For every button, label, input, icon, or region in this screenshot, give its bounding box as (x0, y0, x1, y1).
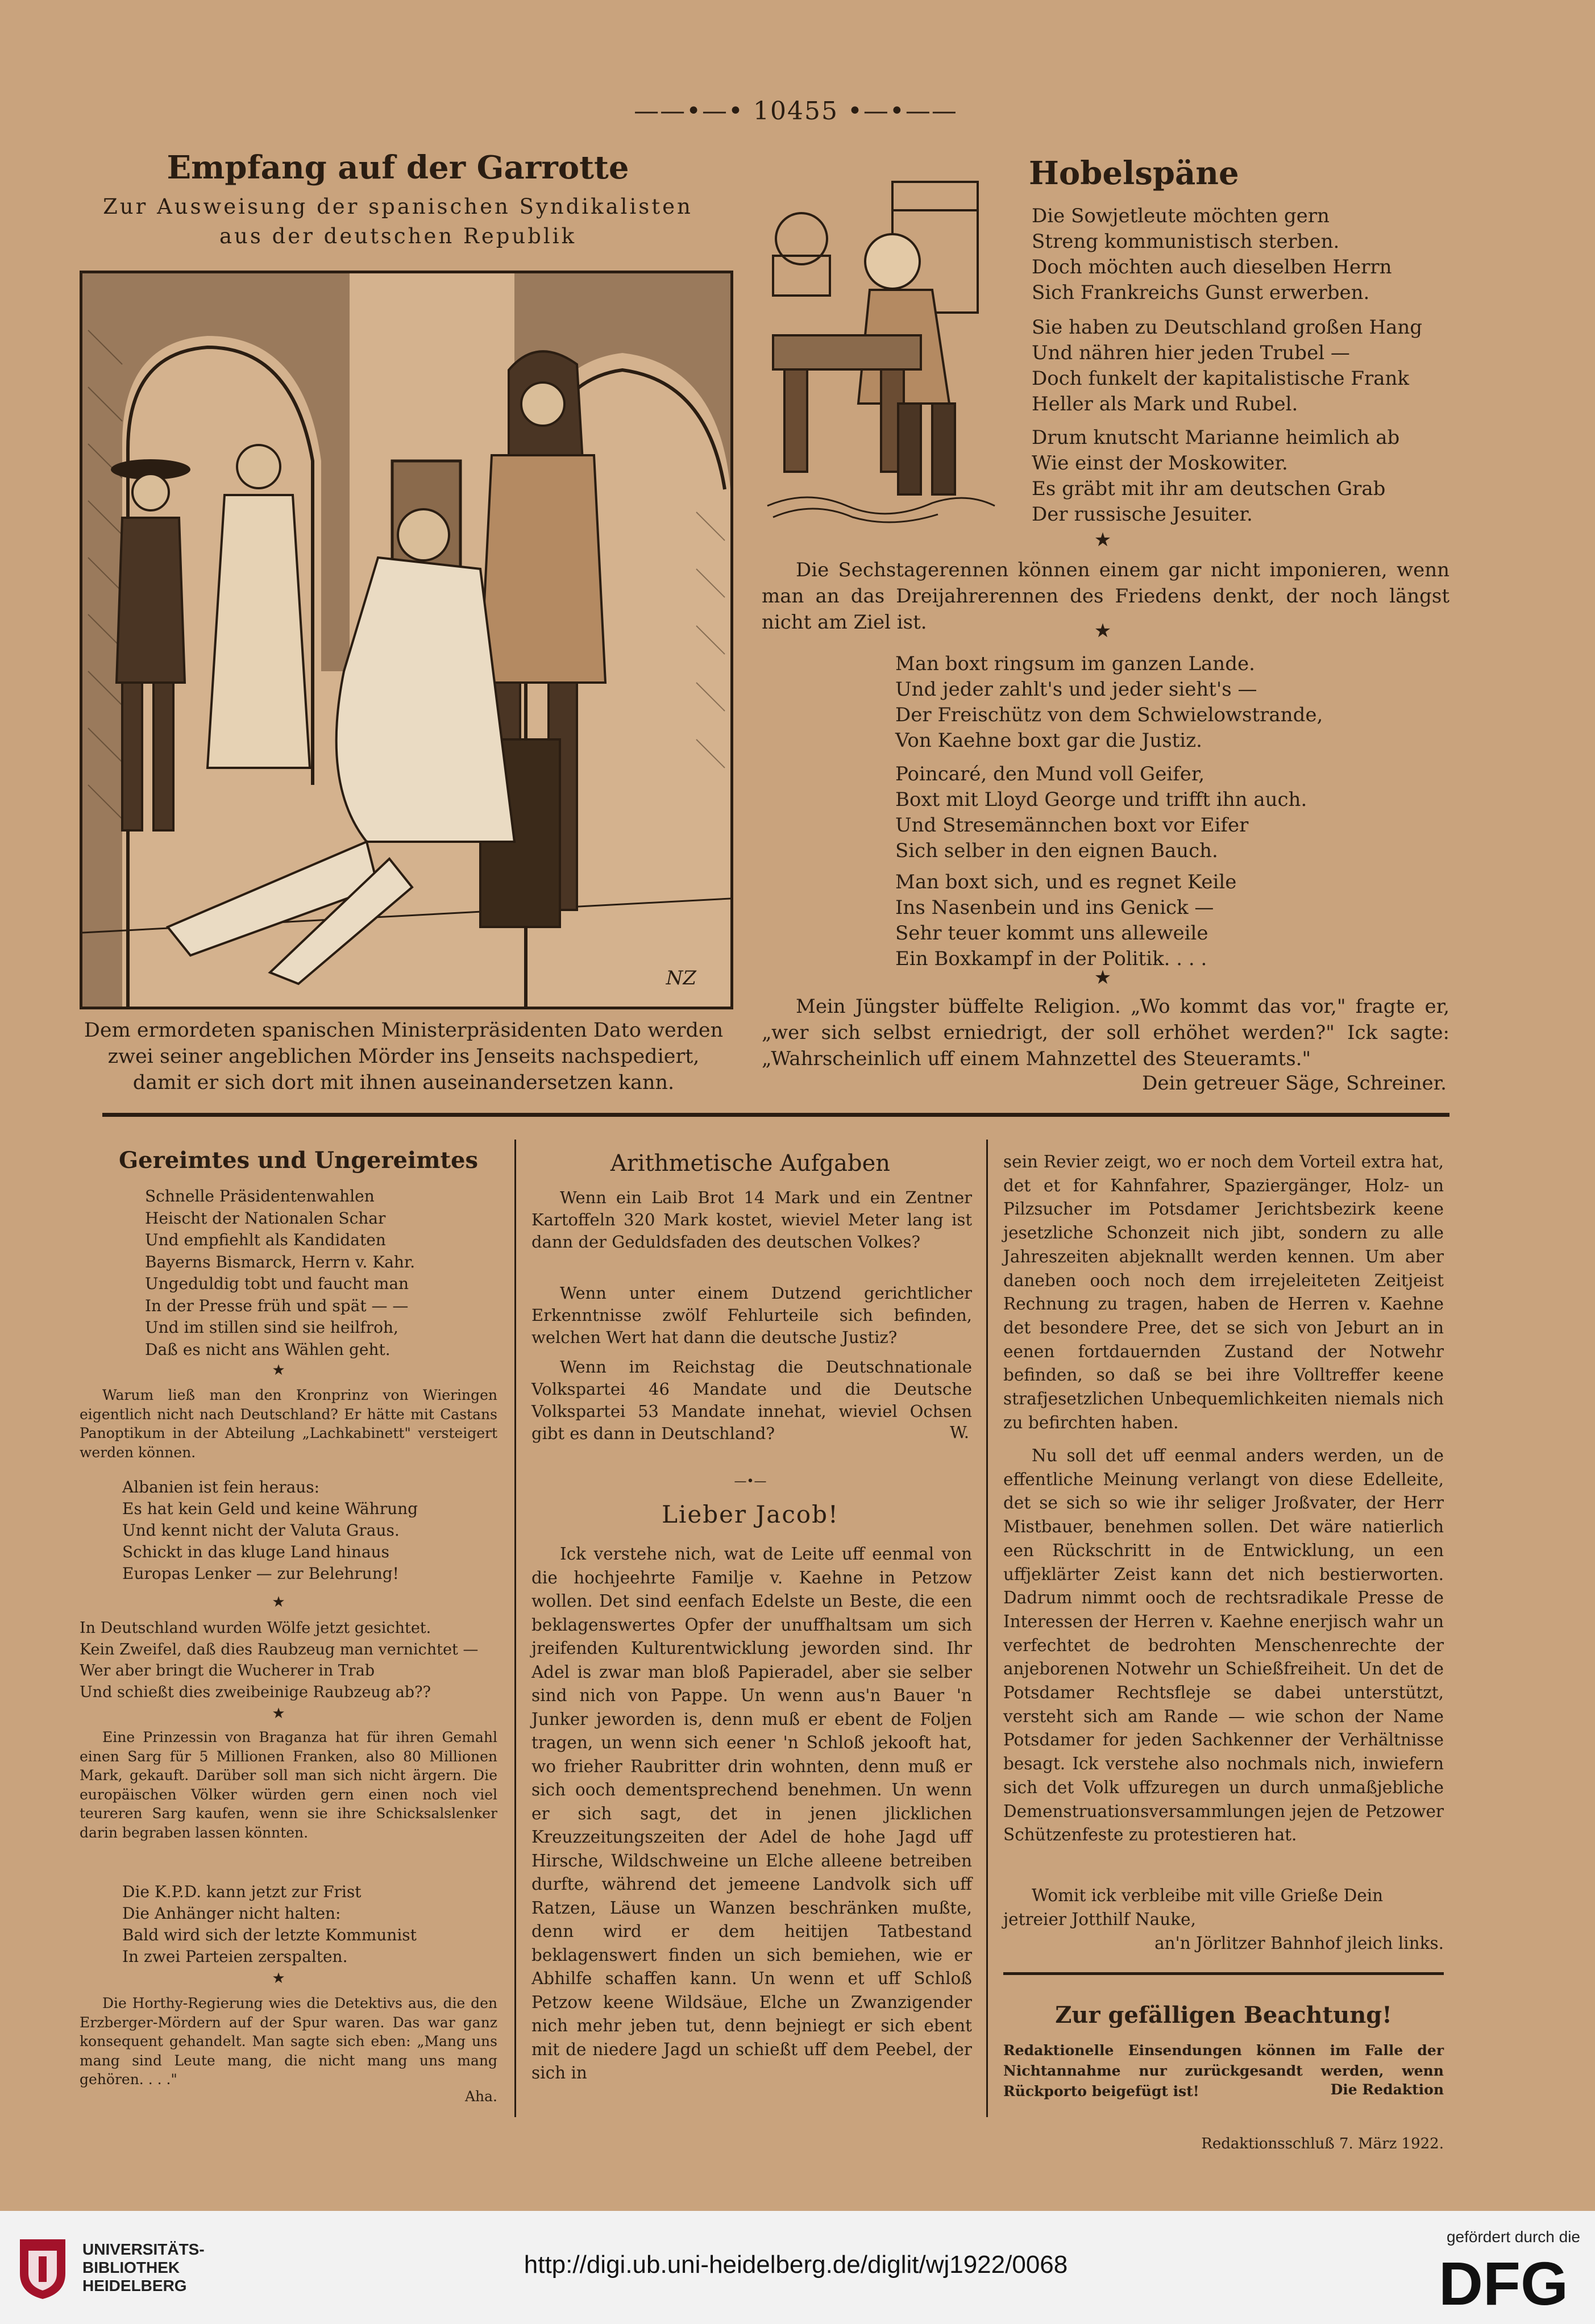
page-number-line: ——•—• 10455 •—•—— (634, 97, 958, 126)
separator-star: ★ (272, 1705, 285, 1722)
hobelspaene-stanza-6 (895, 870, 1407, 972)
notice-text: Redaktionelle Einsendungen können im Falle der Nichtannahme nur zurückgesandt werden, wenn Rückporto beigefügt ist! (1003, 2042, 1444, 2100)
verse-line: In Deutschland wurden Wölfe jetzt gesichtet. (80, 1619, 431, 1637)
col2-letter-body: Ick verstehe nich, wat de Leite uff eenmal von die hochjeehrte Familje v. Kaehne in Petzow wollen. Det sind eenfach Edelste un Beste, die een beklagenswertes Opfer der unuffhaltsam um sich jreifenden Kulturentwicklung jeworden sind. Ihr Adel is zwar man bloß Papieradel, aber sie selber sind nich von Pappe. Un wenn aus'n Bauer 'n Junker jeworden is, denn muß er ebent de Foljen tragen, un wenn sich eener 'n Schloß jekooft hat, wo frieher Raubritter drin wohnten, denn muß er sich ooch dementsprechend benehmen. Un wenn er sich sagt, det in jenen jlicklichen Kreuzzeitungszeiten der Adel de hohe Jagd uff Hirsche, Wildschweine un Elche alleene betreiben durfte, während det jemeene Landvolk sich uff Ratzen, Läuse un Wanzen beschränken mußte, denn wird er dem heitijen Tatbestand beklagenswert finden un sich bemiehen, wie er Abhilfe schaffen kann. Un wenn et uff Schloß Petzow keene Wildsäue, Elche un Zwanzigender nich mehr jeben tut, denn bejniegt er sich ebent mit de niedere Jagd un schießt uff dem Peebel, der sich in (531, 1544, 972, 2082)
verse-line: Europas Lenker — zur Belehrung! (122, 1564, 399, 1583)
verse-line: In der Presse früh und spät — — (145, 1296, 409, 1315)
column-rule (514, 1140, 516, 2117)
hobelspaene-stanza-2 (1032, 315, 1441, 417)
col1-prose-2: Eine Prinzessin von Braganza hat für ihren Gemahl einen Sarg für 5 Millionen Franken, also 80 Millionen Mark, gekauft. Darüber soll man sich nicht ärgern. Die europäischen Völker würden gern einen noch viel teureren Sarg kaufen, wenn sie ihre Schicksalslenker darin begraben lassen könnten. (80, 1729, 497, 1841)
col2-para-1: Wenn ein Laib Brot 14 Mark und ein Zentner Kartoffeln 320 Mark kostet, wieviel Meter lang ist dann der Geduldsfaden des deutschen Volkes? (531, 1188, 972, 1252)
digitization-footer (0, 2211, 1595, 2324)
verse-line: Daß es nicht ans Wählen geht. (145, 1340, 391, 1359)
verse-line: Ein Boxkampf in der Politik. . . . (895, 947, 1207, 970)
verse-line: Es hat kein Geld und keine Währung (122, 1499, 418, 1518)
col3-closing: Womit ick verbleibe mit ville Grieße Dein (1032, 1886, 1384, 1905)
verse-line: Ungeduldig tobt und faucht man (145, 1274, 409, 1293)
hobelspaene-prose-2: Mein Jüngster büffelte Religion. „Wo kommt das vor," fragte er, „wer sich selbst erniedrigt, der soll erhöhet werden?" Ick sagte: „Wahrscheinlich uff einem Mahnzettel des Steueramts." (762, 995, 1449, 1070)
col1-verse-1 (145, 1186, 514, 1361)
verse-line: Doch funkelt der kapitalistische Frank (1032, 367, 1409, 390)
verse-line: Ins Nasenbein und ins Genick — (895, 896, 1214, 919)
editorial-deadline: Redaktionsschluß 7. März 1922. (1201, 2135, 1444, 2152)
hobelspaene-stanza-4 (895, 651, 1407, 754)
garrotte-drawing (82, 273, 730, 1007)
source-url-link[interactable]: http://digi.ub.uni-heidelberg.de/diglit/wj1922/0068 (524, 2251, 1068, 2279)
hobelspaene-stanza-1 (1032, 203, 1441, 306)
col3-signature-2: an'n Jörlitzer Bahnhof jleich links. (1154, 1934, 1444, 1953)
verse-line: Und im stillen sind sie heilfroh, (145, 1318, 398, 1337)
verse-line: Wer aber bringt die Wucherer in Trab (80, 1662, 375, 1679)
col2-para-3: Wenn im Reichstag die Deutschnationale Volkspartei 46 Mandate und die Deutsche Volkspartei 53 Mandate innehat, wieviel Ochsen gibt es dann in Deutschland? (531, 1357, 972, 1443)
separator-star: ★ (1094, 529, 1112, 551)
caption-line-1: Dem ermordeten spanischen Ministerpräsidenten Dato werden (84, 1019, 724, 1042)
carpenter-drawing (762, 165, 1000, 529)
verse-line: Heischt der Nationalen Schar (145, 1208, 386, 1228)
col2-para-2: Wenn unter einem Dutzend gerichtlicher Erkenntnisse zwölf Fehlurteile sich befinden, welchen Wert hat dann die deutsche Justiz? (531, 1283, 972, 1347)
col1-signature: Aha. (464, 2088, 497, 2105)
page-number: 10455 (753, 97, 838, 126)
hobelspaene-stanza-3 (1032, 425, 1441, 527)
verse-line: Doch möchten auch dieselben Herrn (1032, 256, 1392, 278)
verse-line: Sie haben zu Deutschland großen Hang (1032, 316, 1423, 339)
col2-para-3-signature: W. (950, 1423, 969, 1442)
verse-line: Boxt mit Lloyd George und trifft ihn auch. (895, 788, 1307, 811)
hobelspaene-prose-1: Die Sechstagerennen können einem gar nicht imponieren, wenn man an das Dreijahrerennen des Friedens denkt, der noch längst nicht am Ziel ist. (762, 559, 1449, 634)
caption-line-3: damit er sich dort mit ihnen auseinandersetzen kann. (132, 1071, 675, 1094)
verse-line: Kein Zweifel, daß dies Raubzeug man vernichtet — (80, 1640, 479, 1658)
col3-letter-body-2: Nu soll det uff eenmal anders werden, un de effentliche Meinung verlangt von diese Edelleite, det se sich so wie ihr seliger Jroßvater, der Herr Mistbauer, benehmen sollen. Det wäre natierlich een Rückschritt in de Entwicklung, un een uffjeklärter Zeist kann det nich bestierworten. Dadrum nimmt ooch de rechtsradikale Presse de Interessen der Herren v. Kaehne enerjisch wahr un verfechtet de bedrohten Menschenrechte der anjeborenen Notwehr un Schießfreiheit. Un det de Potsdamer Rechtsfleje se dabei unterstützt, versteht sich am Rande — wie schon der Name Potsdamer for jeden Sachkenner der Verhältnisse besagt. Ick verstehe also nochmals nich, inwiefern sich det Volk uffzuregen un durch unmaßjebliche Demenstruationsversammlungen jejen de Petzower Schützenfeste zu protestieren hat. (1003, 1446, 1444, 1845)
dfg-logo (1421, 2251, 1586, 2313)
verse-line: Die Sowjetleute möchten gern (1032, 205, 1330, 227)
verse-line: Schickt in das kluge Land hinaus (122, 1543, 390, 1561)
separator-star: ★ (272, 1970, 285, 1987)
verse-line: Und nähren hier jeden Trubel — (1032, 342, 1350, 364)
verse-line: Drum knutscht Marianne heimlich ab (1032, 426, 1400, 449)
garrotte-subtitle-1: Zur Ausweisung der spanischen Syndikalisten (103, 194, 693, 219)
verse-line: Sehr teuer kommt uns alleweile (895, 922, 1208, 945)
col1-prose-1: Warum ließ man den Kronprinz von Wieringen eigentlich nicht nach Deutschland? Er hätte mit Castans Panoptikum in der Abteilung „Lachkabinett" versteigert werden können. (80, 1387, 497, 1461)
funding-note: gefördert durch die (1446, 2228, 1580, 2246)
garrotte-subtitle-2: aus der deutschen Republik (219, 224, 577, 248)
verse-line: In zwei Parteien zerspalten. (122, 1947, 348, 1966)
verse-line: Und schießt dies zweibeinige Raubzeug ab?? (80, 1683, 431, 1701)
garrotte-title: Empfang auf der Garrotte (167, 149, 629, 186)
verse-line: Der Freischütz von dem Schwielowstrande, (895, 704, 1323, 726)
hobelspaene-stanza-5 (895, 762, 1407, 864)
col1-verse-2 (122, 1477, 497, 1585)
verse-line: Heller als Mark und Rubel. (1032, 393, 1298, 415)
verse-line: Und kennt nicht der Valuta Graus. (122, 1521, 400, 1540)
column-rule (986, 1140, 988, 2117)
verse-line: Bayerns Bismarck, Herrn v. Kahr. (145, 1252, 416, 1271)
separator-star: ★ (1094, 620, 1112, 642)
verse-line: Und empfiehlt als Kandidaten (145, 1230, 386, 1249)
verse-line: Schnelle Präsidentenwahlen (145, 1187, 375, 1205)
verse-line: Bald wird sich der letzte Kommunist (122, 1926, 417, 1944)
carpenter-illustration (762, 165, 1000, 529)
garrotte-caption (80, 1017, 728, 1096)
verse-line: Die K.P.D. kann jetzt zur Frist (122, 1882, 362, 1901)
col1-verse-3 (80, 1618, 500, 1703)
notice-rule (1003, 1972, 1444, 1975)
verse-line: Albanien ist fein heraus: (122, 1478, 320, 1496)
separator-star: ★ (272, 1594, 285, 1611)
notice-title: Zur gefälligen Beachtung! (1055, 2002, 1392, 2028)
verse-line: Poincaré, den Mund voll Geifer, (895, 763, 1205, 785)
hobelspaene-signature: Dein getreuer Säge, Schreiner. (1142, 1072, 1447, 1095)
verse-line: Man boxt ringsum im ganzen Lande. (895, 652, 1255, 675)
section-divider (102, 1113, 1449, 1117)
verse-line: Die Anhänger nicht halten: (122, 1904, 341, 1923)
verse-line: Der russische Jesuiter. (1032, 503, 1253, 526)
dfg-logo-text: DFG (1439, 2251, 1568, 2313)
verse-line: Von Kaehne boxt gar die Justiz. (895, 729, 1202, 752)
verse-line: Es gräbt mit ihr am deutschen Grab (1032, 477, 1386, 500)
garrotte-illustration (80, 271, 733, 1009)
verse-line: Sich selber in den eignen Bauch. (895, 839, 1218, 862)
separator-star: ★ (272, 1362, 285, 1379)
verse-line: Und jeder zahlt's und jeder sieht's — (895, 678, 1257, 701)
verse-line: Sich Frankreichs Gunst erwerben. (1032, 281, 1370, 304)
verse-line: Wie einst der Moskowiter. (1032, 452, 1288, 475)
col2-title-2: Lieber Jacob! (662, 1500, 839, 1528)
university-seal-icon (17, 2234, 68, 2302)
university-name: UNIVERSITÄTS- BIBLIOTHEK HEIDELBERG (82, 2240, 205, 2294)
col1-title: Gereimtes und Ungereimtes (119, 1147, 478, 1174)
verse-line: Streng kommunistisch sterben. (1032, 230, 1340, 253)
verse-line: Man boxt sich, und es regnet Keile (895, 871, 1237, 893)
col2-ornament: —•— (734, 1474, 767, 1489)
col2-title: Arithmetische Aufgaben (610, 1150, 891, 1176)
col1-verse-4 (122, 1881, 497, 1968)
separator-star: ★ (1094, 966, 1112, 989)
col1-prose-3: Die Horthy-Regierung wies die Detektivs aus, die den Erzberger-Mördern auf der Spur waren. Das war ganz konsequent gehandelt. Man sagte sich eben: „Mang uns mang sind Leute mang, die nicht mang uns mang gehören. . . ." (80, 1995, 497, 2088)
col3-signature-1: jetreier Jotthilf Nauke, (1003, 1910, 1196, 1929)
caption-line-2: zwei seiner angeblichen Mörder ins Jenseits nachspediert, (107, 1045, 700, 1068)
illustration-signature: NZ (666, 967, 696, 990)
col3-letter-body: sein Revier zeigt, wo er noch dem Vorteil extra hat, det et for Kahnfahrer, Spaziergänger, Holz- un Pilzsucher im Potsdamer Jerichtsbezirk keene jesetzliche Schonzeit nich jibt, sondern zu alle Jahreszeiten abjeknallt werden kennen. Um aber daneben ooch noch dem irrejeleiteten Zeitjeist Rechnung zu tragen, haben de Herren v. Kaehne det besondere Pree, det se sich von Jeburt an in eenen fortdauernden Zustand der Notwehr befinden, so daß se bei ihre Volltreffer keene strafjesetzlichen Unbequemlichkeiten niemals nich zu befirchten haben. (1003, 1152, 1444, 1432)
notice-signature: Die Redaktion (1330, 2081, 1444, 2098)
verse-line: Und Stresemännchen boxt vor Eifer (895, 814, 1249, 837)
hobelspaene-title: Hobelspäne (1029, 155, 1239, 192)
